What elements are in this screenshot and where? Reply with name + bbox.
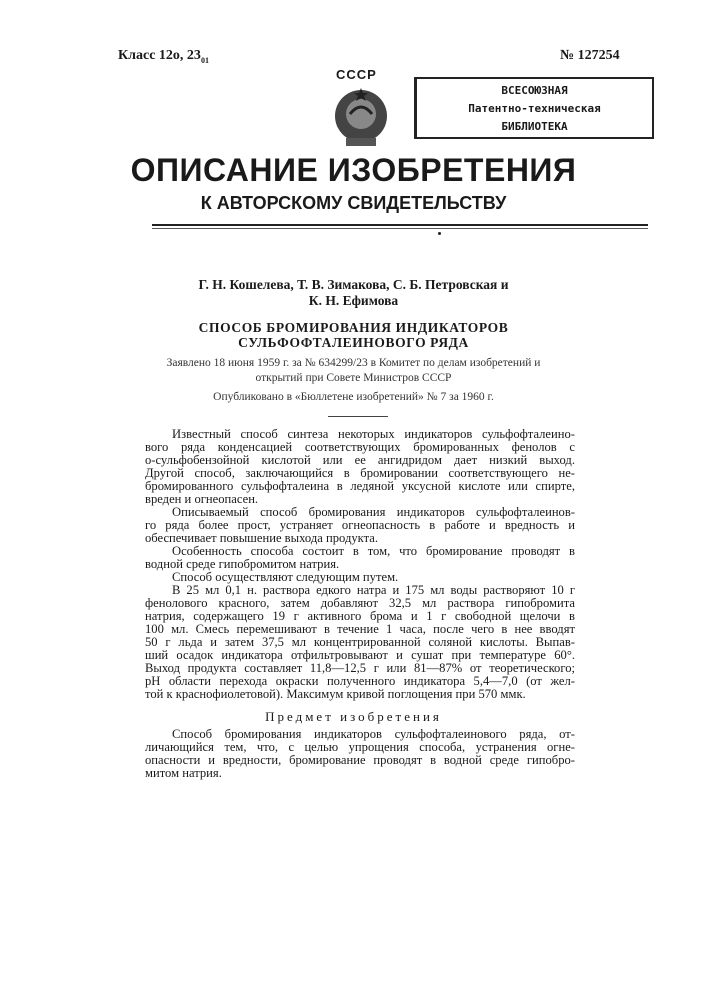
text-line: 100 мл. Смесь перемешивают в течение 1 часа, после чего в нее вводят	[145, 623, 575, 636]
country-label: СССР	[336, 67, 377, 82]
text-line: личающийся тем, что, с целью упрощения способа, устранения огне-	[145, 741, 575, 754]
text-line: го ряда более прост, устраняет огнеопасность в работе и вредность и	[145, 519, 575, 532]
filing-info	[0, 356, 707, 386]
class-label: Класс 12о, 23	[118, 48, 201, 63]
text-line: ший осадок индикатора отфильтровывают и сушат при температуре 60°.	[145, 649, 575, 662]
stamp-line: Патентно-техническая	[417, 100, 652, 118]
divider	[328, 416, 388, 417]
divider	[152, 228, 648, 229]
text-line: Выход продукта составляет 11,8—12,5 г или 81—87% от теоретического;	[145, 662, 575, 675]
filing-line: открытий при Совете Министров СССР	[0, 371, 707, 386]
text-line: вого ряда конденсацией соответствующих бромированных фенолов с	[145, 441, 575, 454]
library-stamp	[414, 77, 654, 139]
text-line: В 25 мл 0,1 н. раствора едкого натра и 175 мл воды растворяют 10 г	[145, 584, 575, 597]
text-line: митом натрия.	[145, 767, 575, 780]
text-line: обеспечивает повышение выхода продукта.	[145, 532, 575, 545]
text-line: Другой способ, заключающийся в бромировании соответствующего не-	[145, 467, 575, 480]
text-line: вреден и огнеопасен.	[145, 493, 575, 506]
claim-heading: Предмет изобретения	[0, 709, 707, 724]
text-line: Описываемый способ бромирования индикаторов сульфофталеинов-	[145, 506, 575, 519]
stamp-line: БИБЛИОТЕКА	[417, 118, 652, 136]
document-subtitle: К АВТОРСКОМУ СВИДЕТЕЛЬСТВУ	[0, 193, 707, 214]
text-line: pH области перехода окраски полученного индикатора 5,4—7,0 (от жел-	[145, 675, 575, 688]
authors	[0, 277, 707, 309]
text-line: Способ осуществляют следующим путем.	[145, 571, 575, 584]
text-line: опасности и вредности, бромирование проводят в водной среде гипобро-	[145, 754, 575, 767]
invention-title-line: СУЛЬФОФТАЛЕИНОВОГО РЯДА	[0, 335, 707, 350]
invention-title-line: СПОСОБ БРОМИРОВАНИЯ ИНДИКАТОРОВ	[0, 320, 707, 335]
text-line: фенолового красного, затем добавляют 32,5 мл раствора гипобромита	[145, 597, 575, 610]
authors-line: К. Н. Ефимова	[0, 293, 707, 309]
document-title: ОПИСАНИЕ ИЗОБРЕТЕНИЯ	[0, 152, 707, 189]
text-line: о-сульфобензойной кислотой или ее ангидридом дает низкий выход.	[145, 454, 575, 467]
authors-line: Г. Н. Кошелева, Т. В. Зимакова, С. Б. Петровская и	[0, 277, 707, 293]
class-subscript: 01	[201, 56, 209, 65]
text-line: Способ бромирования индикаторов сульфофталеинового ряда, от-	[145, 728, 575, 741]
claim-body	[145, 728, 575, 780]
publication-info: Опубликовано в «Бюллетене изобретений» № 7 за 1960 г.	[0, 390, 707, 405]
filing-line: Заявлено 18 июня 1959 г. за № 634299/23 в Комитет по делам изобретений и	[0, 356, 707, 371]
text-line: Особенность способа состоит в том, что бромирование проводят в	[145, 545, 575, 558]
text-line: водной среде гипобромитом натрия.	[145, 558, 575, 571]
description-body	[145, 428, 575, 701]
patent-page	[0, 0, 707, 1000]
stamp-line: ВСЕСОЮЗНАЯ	[417, 82, 652, 100]
text-line: Известный способ синтеза некоторых индикаторов сульфофталеино-	[145, 428, 575, 441]
patent-class	[118, 48, 209, 65]
text-line: натрия, содержащего 19 г активного брома и 1 г свободной щелочи в	[145, 610, 575, 623]
divider	[152, 224, 648, 226]
text-line: бромированного сульфофталеина в ледяной уксусной кислоте или спирте,	[145, 480, 575, 493]
ussr-emblem-icon	[330, 86, 392, 150]
patent-number: № 127254	[560, 48, 620, 64]
text-line: 50 г льда и затем 37,5 мл концентрированной соляной кислоты. Выпав-	[145, 636, 575, 649]
text-line: той к краснофиолетовой). Максимум кривой поглощения при 570 ммк.	[145, 688, 575, 701]
invention-title	[0, 320, 707, 350]
print-speck	[438, 232, 441, 235]
